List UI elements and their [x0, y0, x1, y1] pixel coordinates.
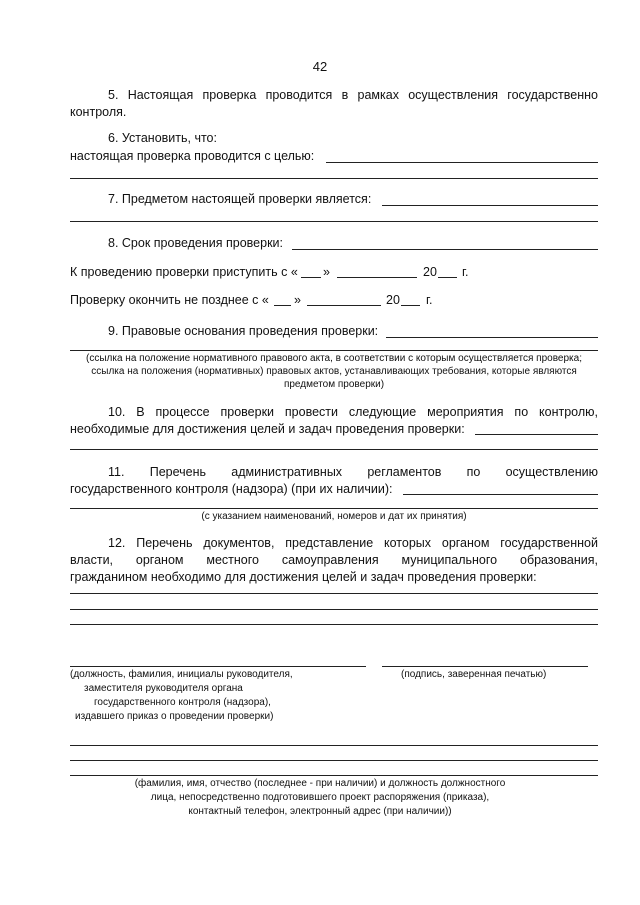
- item10-line2: необходимые для достижения целей и задач проведения проверки:: [70, 422, 465, 436]
- footer-note-2: лица, непосредственно подготовившего проект распоряжения (приказа),: [150, 792, 490, 803]
- start-year-field[interactable]: [438, 277, 457, 278]
- end-quote-close: »: [294, 293, 301, 307]
- item9-fill-line[interactable]: [386, 337, 598, 338]
- item12-line2: власти, органом местного самоуправления муниципального образования,: [70, 553, 598, 567]
- signature-left-caption-2: заместителя руководителя органа: [84, 683, 243, 694]
- item12-fill-line-1[interactable]: [70, 593, 598, 594]
- item9-text: 9. Правовые основания проведения проверки:: [108, 324, 379, 338]
- item7-text: 7. Предметом настоящей проверки является:: [108, 192, 372, 206]
- item9-note3: предметом проверки): [283, 379, 385, 390]
- footer-fill-line-3[interactable]: [70, 775, 598, 776]
- item6-line1: настоящая проверка проводится с целью:: [70, 149, 315, 163]
- item5-line1: 5. Настоящая проверка проводится в рамках осуществления государственно: [108, 88, 598, 102]
- item9-note2: ссылка на положения (нормативных) правовых актов, устанавливающих требования, которые являются: [91, 366, 577, 377]
- end-suffix: г.: [426, 293, 433, 307]
- item12-fill-line-2[interactable]: [70, 609, 598, 610]
- item6-fill-line[interactable]: [326, 162, 598, 163]
- item9-note1: (ссылка на положение нормативного правового акта, в соответствии с которым осуществляется проверка;: [86, 353, 582, 364]
- signature-left-caption-3: государственного контроля (надзора),: [94, 697, 271, 708]
- start-suffix: г.: [462, 265, 469, 279]
- signature-right-caption: (подпись, заверенная печатью): [401, 669, 547, 680]
- footer-note-1: (фамилия, имя, отчество (последнее - при наличии) и должность должностного: [134, 778, 506, 789]
- item11-line2: государственного контроля (надзора) (при их наличии):: [70, 482, 393, 496]
- end-year-field[interactable]: [401, 305, 420, 306]
- item7-fill-line-2[interactable]: [70, 221, 598, 222]
- item6-fill-line-2[interactable]: [70, 178, 598, 179]
- item8-fill-line[interactable]: [292, 249, 598, 250]
- start-label: К проведению проверки приступить с «: [70, 265, 298, 279]
- item11-note: (с указанием наименований, номеров и дат их принятия): [201, 511, 467, 522]
- start-month-field[interactable]: [337, 277, 417, 278]
- item7-fill-line[interactable]: [382, 205, 598, 206]
- item12-line1: 12. Перечень документов, представление которых органом государственной: [108, 536, 598, 550]
- end-label: Проверку окончить не позднее с «: [70, 293, 269, 307]
- official-name-field[interactable]: [70, 666, 366, 667]
- signature-field[interactable]: [382, 666, 588, 667]
- item10-fill-line-2[interactable]: [70, 449, 598, 450]
- footer-note-3: контактный телефон, электронный адрес (при наличии)): [188, 806, 452, 817]
- end-day-field[interactable]: [274, 305, 291, 306]
- item9-fill-line-2[interactable]: [70, 350, 598, 351]
- footer-fill-line-2[interactable]: [70, 760, 598, 761]
- start-year-prefix: 20: [423, 265, 437, 279]
- item11-fill-line[interactable]: [403, 494, 598, 495]
- item11-line1: 11. Перечень административных регламентов по осуществлению: [108, 465, 598, 479]
- item5-line2: контроля.: [70, 105, 127, 119]
- item6-heading: 6. Установить, что:: [108, 131, 217, 145]
- footer-fill-line-1[interactable]: [70, 745, 598, 746]
- end-month-field[interactable]: [307, 305, 381, 306]
- item10-fill-line[interactable]: [475, 434, 598, 435]
- item8-text: 8. Срок проведения проверки:: [108, 236, 283, 250]
- item10-line1: 10. В процессе проверки провести следующие мероприятия по контролю,: [108, 405, 598, 419]
- start-day-field[interactable]: [301, 277, 321, 278]
- item12-line3: гражданином необходимо для достижения целей и задач проведения проверки:: [70, 570, 537, 584]
- item11-fill-line-2[interactable]: [70, 508, 598, 509]
- item12-fill-line-3[interactable]: [70, 624, 598, 625]
- signature-left-caption-4: издавшего приказ о проведении проверки): [75, 711, 274, 722]
- start-quote-close: »: [323, 265, 330, 279]
- page-number: 42: [312, 59, 328, 74]
- signature-left-caption-1: (должность, фамилия, инициалы руководителя,: [70, 669, 293, 680]
- end-year-prefix: 20: [386, 293, 400, 307]
